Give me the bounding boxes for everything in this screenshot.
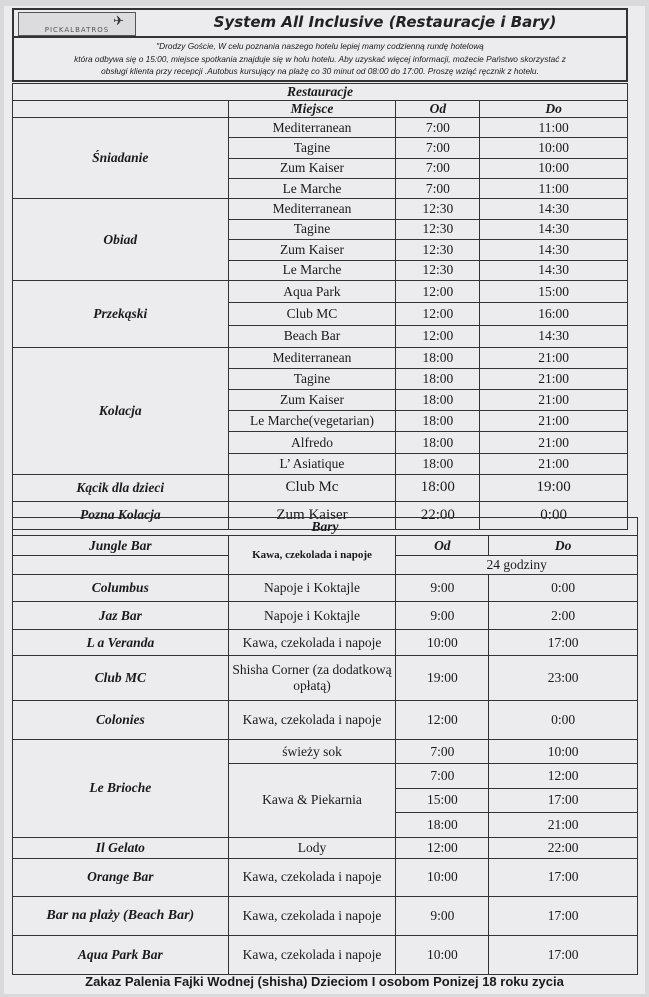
to-cell: 10:00 [489,740,638,764]
intro-line: "Drodzy Goście, W celu poznania naszego hotelu lepiej mamy codzienną rundę hotelową [156,41,484,51]
place-cell: Alfredo [228,432,396,453]
from-cell: 7:00 [396,138,480,158]
bar-name: Jaz Bar [13,602,229,630]
from-cell: 7:00 [396,158,480,178]
from-cell: 15:00 [396,788,489,813]
to-cell: 21:00 [480,369,628,390]
from-cell: 18:00 [396,411,480,432]
offer-cell: świeży sok [228,740,396,764]
offer-cell: Lody [228,837,396,858]
bar-name: Jungle Bar [13,536,229,556]
restaurants-table [12,83,628,530]
place-cell: Le Marche [228,260,396,281]
to-cell: 14:30 [480,219,628,240]
to-cell: 21:00 [480,411,628,432]
to-cell: 14:30 [480,240,628,261]
offer-cell: Napoje i Koktajle [228,575,396,602]
to-cell: 10:00 [480,138,628,158]
to-cell: 17:00 [489,630,638,656]
from-cell: 18:00 [396,474,480,501]
to-cell: 11:00 [480,178,628,198]
footer-warning: Zakaz Palenia Fajki Wodnej (shisha) Dzieciom I osobom Ponizej 18 roku zycia [85,974,564,989]
to-cell: 17:00 [489,858,638,896]
table-row [13,858,638,896]
place-cell: Club MC [228,303,396,325]
bar-name: L a Veranda [13,630,229,656]
table-row [13,575,638,602]
column-header-row [13,101,628,118]
to-cell: 10:00 [480,158,628,178]
place-cell: Mediterranean [228,199,396,220]
offer-cell: Kawa & Piekarnia [228,764,396,838]
from-cell: 10:00 [396,935,489,974]
from-cell: 10:00 [396,630,489,656]
section-row [13,84,628,101]
from-cell: 19:00 [396,656,489,701]
to-cell: 12:00 [489,764,638,789]
intro-notice [12,38,628,82]
to-cell: 21:00 [480,348,628,369]
col-to-header: Do [480,101,628,118]
col-to-header: Do [489,536,638,556]
from-cell: 12:00 [396,325,480,347]
logo-text: PICKALBATROS [44,26,110,34]
place-cell: Mediterranean [228,118,396,138]
from-cell: 18:00 [396,390,480,411]
meal-label: Kącik dla dzieci [13,474,229,501]
hours-cell: 24 godziny [396,556,638,575]
place-cell: Tagine [228,219,396,240]
table-row [13,896,638,935]
to-cell: 15:00 [480,281,628,303]
to-cell: 23:00 [489,656,638,701]
table-row [13,118,628,138]
offer-cell: Napoje i Koktajle [228,602,396,630]
to-cell: 0:00 [489,701,638,740]
place-cell: Mediterranean [228,348,396,369]
to-cell: 16:00 [480,303,628,325]
bar-name: Columbus [13,575,229,602]
table-row [13,701,638,740]
to-cell: 21:00 [480,432,628,453]
from-cell: 12:30 [396,219,480,240]
offer-cell: Kawa, czekolada i napoje [228,935,396,974]
from-cell: 18:00 [396,813,489,838]
place-cell: Tagine [228,369,396,390]
col-place-header: Miejsce [228,101,396,118]
table-row [13,837,638,858]
from-cell: 18:00 [396,348,480,369]
to-cell: 21:00 [489,813,638,838]
place-cell: Beach Bar [228,325,396,347]
corner-cell [13,101,229,118]
table-row [13,656,638,701]
meal-label: Pozna Kolacja [13,501,229,529]
page-title: System All Inclusive (Restauracje i Bary) [213,13,557,31]
table-row [13,474,628,501]
offer-cell: Kawa, czekolada i napoje [228,858,396,896]
to-cell: 0:00 [480,501,628,529]
table-row [13,740,638,764]
from-cell: 12:00 [396,281,480,303]
place-cell: Zum Kaiser [228,501,396,529]
from-cell: 18:00 [396,432,480,453]
empty-cell [13,556,229,575]
bar-name: Le Brioche [13,740,229,838]
table-row [13,199,628,220]
from-cell: 10:00 [396,858,489,896]
to-cell: 22:00 [489,837,638,858]
from-cell: 18:00 [396,369,480,390]
from-cell: 12:00 [396,701,489,740]
from-cell: 12:00 [396,303,480,325]
intro-line: która odbywa się o 15:00, miejsce spotkania znajduje się w holu hotelu. Aby uzyskać więcej informacji, możecie Państwo skorzystać z [74,53,566,64]
place-cell: Tagine [228,138,396,158]
hotel-logo [18,12,136,36]
jungle-row [13,536,638,556]
bars-heading: Bary [13,518,638,536]
place-cell: Club Mc [228,474,396,501]
from-cell: 7:00 [396,764,489,789]
place-cell: Le Marche [228,178,396,198]
to-cell: 17:00 [489,935,638,974]
to-cell: 2:00 [489,602,638,630]
to-cell: 17:00 [489,896,638,935]
offer-cell: Kawa, czekolada i napoje [228,536,396,575]
table-row [13,935,638,974]
table-row [13,281,628,303]
place-cell: Aqua Park [228,281,396,303]
to-cell: 21:00 [480,390,628,411]
bar-name: Colonies [13,701,229,740]
col-from-header: Od [396,536,489,556]
from-cell: 18:00 [396,453,480,474]
to-cell: 14:30 [480,260,628,281]
place-cell: Zum Kaiser [228,158,396,178]
to-cell: 11:00 [480,118,628,138]
offer-cell: Kawa, czekolada i napoje [228,701,396,740]
from-cell: 9:00 [396,602,489,630]
bar-name: Aqua Park Bar [13,935,229,974]
table-row [13,630,638,656]
table-row [13,602,638,630]
intro-line: obsługi klienta przy recepcji .Autobus kursujący na plażę co 30 minut od 08:00 do 17:00. Proszę wziąć ręcznik z hotelu. [101,66,539,76]
to-cell: 14:30 [480,199,628,220]
offer-cell: Kawa, czekolada i napoje [228,630,396,656]
from-cell: 12:30 [396,240,480,261]
bird-logo-icon: ✈ [113,14,125,29]
bars-table [12,517,638,975]
from-cell: 22:00 [396,501,480,529]
meal-label: Obiad [13,199,229,281]
offer-cell: Kawa, czekolada i napoje [228,896,396,935]
from-cell: 12:30 [396,199,480,220]
meal-label: Przekąski [13,281,229,348]
bar-name: Club MC [13,656,229,701]
from-cell: 7:00 [396,740,489,764]
place-cell: Zum Kaiser [228,390,396,411]
place-cell: Zum Kaiser [228,240,396,261]
place-cell: Le Marche(vegetarian) [228,411,396,432]
meal-label: Kolacja [13,348,229,475]
col-from-header: Od [396,101,480,118]
from-cell: 7:00 [396,118,480,138]
from-cell: 12:00 [396,837,489,858]
from-cell: 7:00 [396,178,480,198]
from-cell: 9:00 [396,896,489,935]
header-box [12,8,628,38]
meal-label: Śniadanie [13,118,229,199]
to-cell: 17:00 [489,788,638,813]
to-cell: 21:00 [480,453,628,474]
bar-name: Orange Bar [13,858,229,896]
bar-name: Bar na plaży (Beach Bar) [13,896,229,935]
restaurants-heading: Restauracje [13,84,628,101]
section-row [13,518,638,536]
from-cell: 12:30 [396,260,480,281]
bar-name: Il Gelato [13,837,229,858]
table-row [13,348,628,369]
place-cell: L’ Asiatique [228,453,396,474]
from-cell: 9:00 [396,575,489,602]
to-cell: 0:00 [489,575,638,602]
to-cell: 14:30 [480,325,628,347]
offer-cell: Shisha Corner (za dodatkową opłatą) [228,656,396,701]
to-cell: 19:00 [480,474,628,501]
